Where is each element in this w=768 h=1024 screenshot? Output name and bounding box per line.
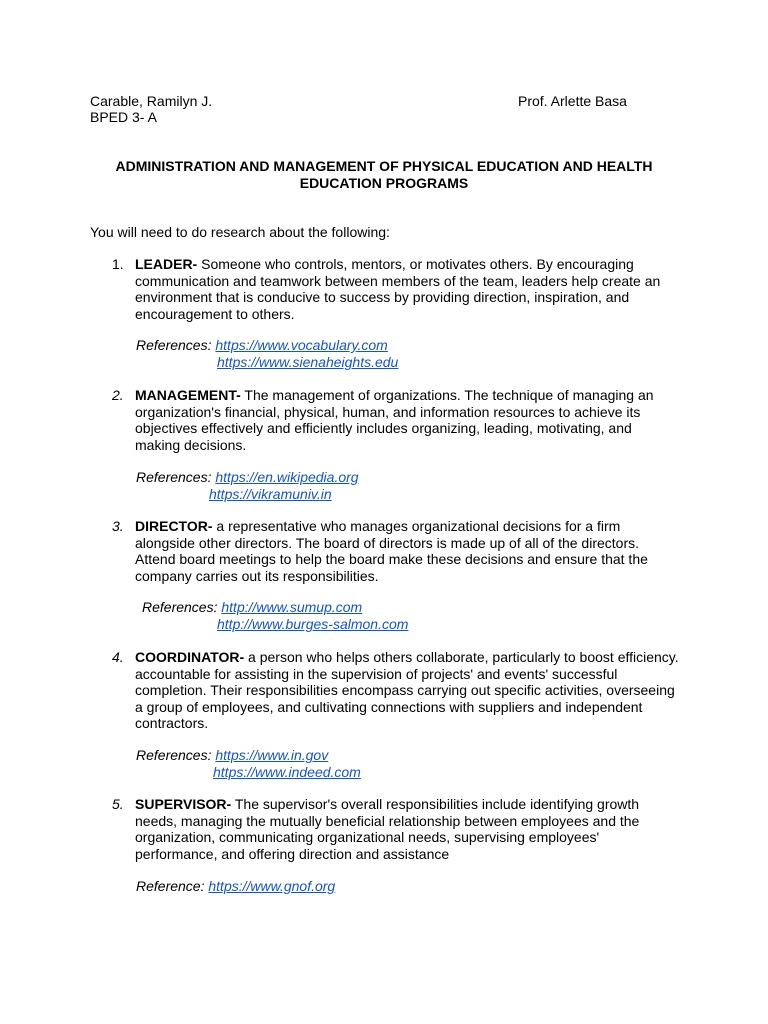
list-item-supervisor <box>135 796 680 862</box>
item-references-continued <box>213 764 361 781</box>
reference-link[interactable]: https://www.gnof.org <box>208 878 336 894</box>
professor-name: Prof. Arlette Basa <box>518 93 627 109</box>
item-references <box>136 747 328 764</box>
item-references <box>142 599 362 616</box>
item-references <box>136 469 359 486</box>
item-term: MANAGEMENT- <box>135 387 241 403</box>
reference-link[interactable]: https://vikramuniv.in <box>209 486 332 502</box>
list-item-leader <box>135 256 680 322</box>
item-definition: The management of organizations. The technique of managing an organization's financial, physical, human, and information resources to achieve its objectives effectively and efficiently includes organizing, leading, motivating, and making decisions. <box>135 387 654 453</box>
item-number: 5. <box>112 796 124 812</box>
references-label: Reference: <box>136 878 205 894</box>
references-label: References: <box>136 469 212 485</box>
item-term: COORDINATOR- <box>135 649 245 665</box>
item-term: SUPERVISOR- <box>135 796 232 812</box>
item-number: 2. <box>112 387 124 403</box>
item-references-continued <box>217 616 408 633</box>
reference-link[interactable]: http://www.burges-salmon.com <box>217 616 409 632</box>
references-label: References: <box>142 599 218 615</box>
item-term: DIRECTOR- <box>135 518 213 534</box>
list-item-director <box>135 518 680 584</box>
item-definition: Someone who controls, mentors, or motivates others. By encouraging communication and teamwork between members of the team, leaders help create an environment that is conducive to success by providing direction, inspiration, and encouragement to others. <box>135 256 661 322</box>
references-label: References: <box>136 747 212 763</box>
intro-text: You will need to do research about the following: <box>90 224 390 240</box>
item-references <box>136 337 388 354</box>
reference-link[interactable]: https://www.in.gov <box>215 747 329 763</box>
references-label: References: <box>136 337 212 353</box>
item-definition: a person who helps others collaborate, particularly to boost efficiency. accountable for assisting in the supervision of projects' and events' successful completion. Their responsibilities encompass carrying out specific activities, overseeing a group of employees, and cultivating connections with suppliers and independent contractors. <box>135 649 679 731</box>
item-number: 4. <box>112 649 124 665</box>
reference-link[interactable]: https://en.wikipedia.org <box>215 469 359 485</box>
reference-link[interactable]: https://www.indeed.com <box>213 764 361 780</box>
reference-link[interactable]: https://www.sienaheights.edu <box>217 354 399 370</box>
item-number: 3. <box>112 518 124 534</box>
item-references <box>136 878 335 895</box>
item-definition: a representative who manages organizational decisions for a firm alongside other directors. The board of directors is made up of all of the directors. Attend board meetings to help the board make these decisions and ensure that the company carries out its responsibilities. <box>135 518 648 584</box>
list-item-coordinator <box>135 649 680 732</box>
item-number: 1. <box>112 256 124 272</box>
item-term: LEADER- <box>135 256 198 272</box>
item-references-continued <box>217 354 398 371</box>
document-title-line-1: ADMINISTRATION AND MANAGEMENT OF PHYSICAL EDUCATION AND HEALTH <box>115 158 653 174</box>
reference-link[interactable]: http://www.sumup.com <box>221 599 363 615</box>
document-title-line-2: EDUCATION PROGRAMS <box>299 175 469 191</box>
student-section: BPED 3- A <box>90 109 157 125</box>
item-definition: The supervisor's overall responsibilities include identifying growth needs, managing the mutually beneficial relationship between employees and the organization, communicating organizational needs, supervising employees' performance, and offering direction and assistance <box>135 796 640 862</box>
item-references-continued <box>209 486 332 503</box>
reference-link[interactable]: https://www.vocabulary.com <box>215 337 388 353</box>
list-item-management <box>135 387 680 453</box>
student-name: Carable, Ramilyn J. <box>90 93 213 109</box>
